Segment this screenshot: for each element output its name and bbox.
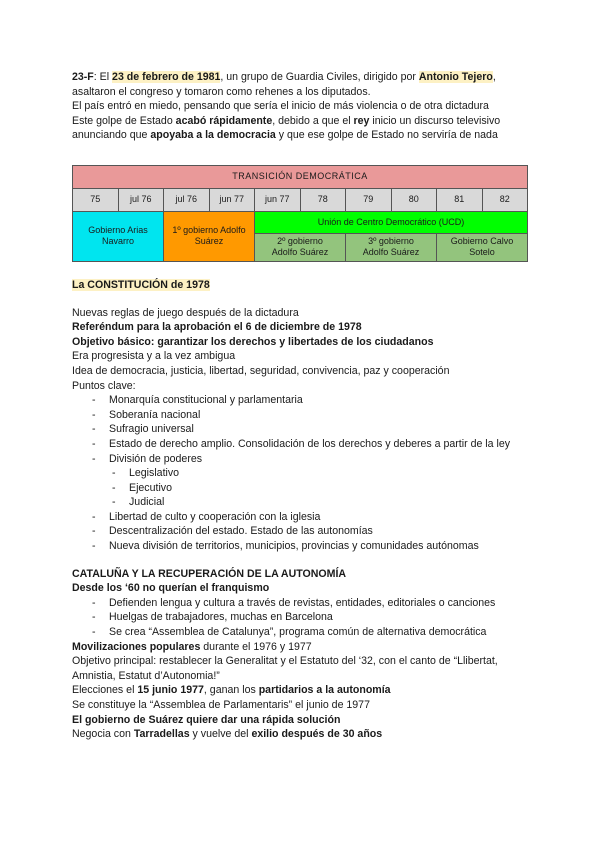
- list-item: - Legislativo: [112, 466, 528, 481]
- year-cell: jun 77: [209, 188, 255, 211]
- paragraph: Puntos clave:: [72, 379, 136, 392]
- emphasis: Tarradellas: [133, 728, 190, 741]
- ucd-cell: Unión de Centro Democrático (UCD): [255, 211, 528, 233]
- cataluna-list: [72, 596, 528, 640]
- list-item: - Descentralización del estado. Estado de las autonomías: [92, 524, 528, 539]
- document-page: [72, 70, 528, 742]
- text: durante el 1976 y 1977: [200, 640, 312, 653]
- paragraph: Era progresista y a la vez ambigua: [72, 350, 236, 363]
- text: Negocia con: [72, 728, 134, 741]
- paragraph: [72, 640, 528, 655]
- key-points-list-continued: [72, 510, 528, 554]
- intro-line-1: [72, 70, 528, 85]
- suarez-third-cell: 3º gobierno Adolfo Suárez: [346, 233, 437, 261]
- spacer: [72, 293, 528, 306]
- list-item: - Ejecutivo: [112, 481, 528, 496]
- text: y que ese golpe de Estado no serviría de nada: [275, 129, 498, 142]
- cataluna-title: CATALUÑA Y LA RECUPERACIÓN DE LA AUTONOMÍA: [72, 567, 347, 580]
- arias-navarro-cell: Gobierno Arias Navarro: [73, 211, 164, 261]
- year-cell: 79: [346, 188, 392, 211]
- suarez-first-cell: 1º gobierno Adolfo Suárez: [164, 211, 255, 261]
- paragraph: [72, 727, 528, 742]
- intro-line-4: [72, 114, 528, 129]
- emphasis: apoyaba a la democracia: [150, 129, 276, 142]
- year-cell: 80: [391, 188, 437, 211]
- list-item: - Judicial: [112, 495, 528, 510]
- list-item: - Libertad de culto y cooperación con la iglesia: [92, 510, 528, 525]
- list-item: - Nueva división de territorios, municipios, provincias y comunidades autónomas: [92, 539, 528, 554]
- year-cell: 75: [73, 188, 119, 211]
- calvo-sotelo-cell: Gobierno Calvo Sotelo: [437, 233, 528, 261]
- text: y vuelve del: [189, 728, 252, 741]
- paragraph: Objetivo básico: garantizar los derechos y libertades de los ciudadanos: [72, 335, 434, 348]
- paragraph: Objetivo principal: restablecer la Generalitat y el Estatuto del ‘32, con el canto de “Llibertat, Amnistia, Estatut d’Autonomia!”: [72, 655, 498, 682]
- emphasis: rey: [353, 114, 370, 127]
- event-date: 23 de febrero de 1981: [112, 71, 221, 83]
- powers-list: [72, 466, 528, 510]
- section-heading: La CONSTITUCIÓN de 1978: [72, 278, 210, 291]
- year-cell: 78: [300, 188, 346, 211]
- list-item: - División de poderes: [92, 452, 528, 467]
- list-item: - Se crea “Assemblea de Catalunya”, programa común de alternativa democrática: [92, 625, 528, 640]
- intro-line-2: asaltaron el congreso y tomaron como rehenes a los diputados.: [72, 85, 371, 98]
- list-item: - Sufragio universal: [92, 422, 528, 437]
- year-cell: jun 77: [255, 188, 301, 211]
- text: inicio un discurso televisivo: [369, 114, 501, 127]
- suarez-second-cell: 2º gobierno Adolfo Suárez: [255, 233, 346, 261]
- cataluna-subtitle: Desde los ‘60 no querían el franquismo: [72, 582, 270, 595]
- paragraph: Idea de democracia, justicia, libertad, seguridad, convivencia, paz y cooperación: [72, 364, 450, 377]
- person-name: Antonio Tejero: [418, 71, 493, 83]
- key-points-list: [72, 393, 528, 466]
- event-code: 23-F: [72, 71, 94, 83]
- intro-line-5: [72, 128, 528, 143]
- list-item: - Defienden lengua y cultura a través de revistas, entidades, editoriales o canciones: [92, 596, 528, 611]
- text: : El: [93, 71, 113, 83]
- text: , un grupo de Guardia Civiles, dirigido por: [220, 71, 419, 83]
- paragraph: Referéndum para la aprobación el 6 de diciembre de 1978: [72, 321, 362, 334]
- transition-timeline-table: [72, 165, 528, 262]
- year-cell: 82: [482, 188, 528, 211]
- emphasis: 15 junio 1977: [137, 684, 204, 697]
- timeline-years-row: [73, 188, 528, 211]
- paragraph: [72, 683, 528, 698]
- emphasis: partidarios a la autonomía: [258, 684, 391, 697]
- paragraph: El gobierno de Suárez quiere dar una rápida solución: [72, 713, 341, 726]
- paragraph: Se constituye la “Assemblea de Parlamentaris” el junio de 1977: [72, 699, 370, 711]
- text: Elecciones el: [72, 684, 138, 697]
- text: ,: [492, 71, 496, 83]
- text: , debido a que el: [272, 114, 354, 127]
- paragraph: Nuevas reglas de juego después de la dictadura: [72, 306, 299, 319]
- intro-line-3: El país entró en miedo, pensando que sería el inicio de más violencia o de otra dictadura: [72, 100, 489, 113]
- year-cell: jul 76: [118, 188, 164, 211]
- list-item: - Monarquía constitucional y parlamentaria: [92, 393, 528, 408]
- emphasis: acabó rápidamente: [175, 114, 273, 127]
- emphasis: exilio después de 30 años: [251, 728, 383, 741]
- list-item: - Soberanía nacional: [92, 408, 528, 423]
- timeline-title: TRANSICIÓN DEMOCRÁTICA: [73, 165, 528, 188]
- year-cell: 81: [437, 188, 483, 211]
- list-item: - Huelgas de trabajadores, muchas en Barcelona: [92, 610, 528, 625]
- text: , ganan los: [203, 684, 259, 697]
- spacer: [72, 554, 528, 567]
- text: Este golpe de Estado: [72, 114, 176, 127]
- constitution-title: [72, 278, 528, 293]
- text: anunciando que: [72, 129, 151, 142]
- list-item: - Estado de derecho amplio. Consolidación de los derechos y deberes a partir de la ley: [92, 437, 528, 452]
- year-cell: jul 76: [164, 188, 210, 211]
- emphasis: Movilizaciones populares: [72, 640, 201, 653]
